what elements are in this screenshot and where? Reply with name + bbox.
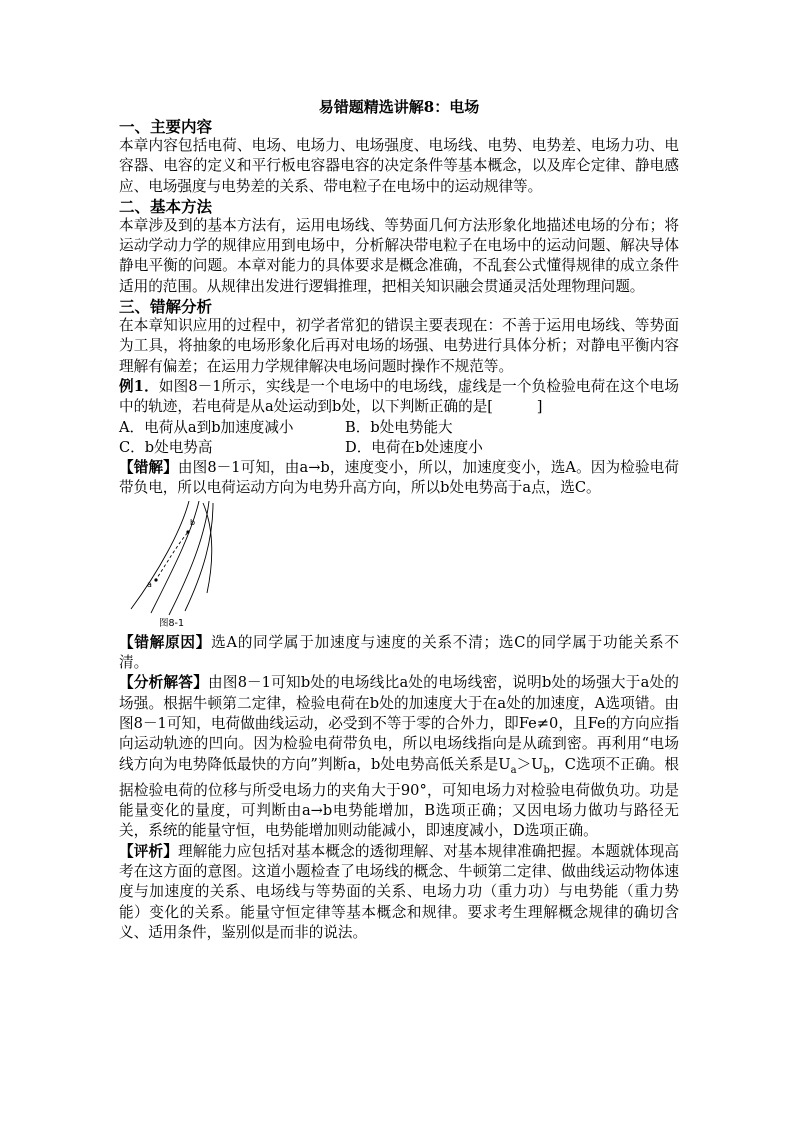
trajectory-dashed — [155, 531, 189, 581]
document-page — [119, 98, 679, 943]
option-c: C．b处电势高 — [119, 438, 213, 456]
example-label: 例1． — [119, 377, 159, 395]
option-d: D．电荷在b处速度小 — [345, 438, 483, 456]
wrong-solution-text: 由图8－1可知，由a→b，速度变小，所以，加速度变小，选A。因为检验电荷带负电，所以电荷运动方向为电势升高方向，所以b处电势高于a点，选C。 — [119, 459, 679, 497]
wrong-solution-label: 【错解】 — [119, 459, 178, 477]
answer-options — [119, 418, 679, 459]
label-b: b — [190, 517, 196, 527]
section-heading-main-content: 一、主要内容 — [119, 117, 213, 136]
analysis-answer — [119, 673, 679, 841]
electric-field-diagram — [119, 501, 319, 617]
field-line-3 — [169, 501, 209, 615]
subscript-b: b — [543, 764, 550, 776]
analysis-text-1: 由图8－1可知b处的电场线比a处的电场线密，说明b处的场强大于a处的场强。根据牛顿第二定律，检验电荷在b处的加速度大于在a处的加速度，A选项错。由图8－1可知，电荷做曲线运动，必受到不等于零的合外力，即Fe≠0，且Fe的方向应指向运动轨迹的凹向。因为检验电荷带负电，所以电场线指向是从疏到密。再利用“电场线方向为电势降低最快的方向”判断a，b处电势高低关系是U — [119, 674, 679, 773]
option-a: A．电荷从a到b加速度减小 — [119, 418, 294, 436]
error-reason — [119, 633, 679, 674]
label-a: a — [147, 579, 152, 589]
paragraph-basic-method: 本章涉及到的基本方法有，运用电场线、等势面几何方法形象化地描述电场的分布；将运动学动力学的规律应用到电场中，分析解决带电粒子在电场中的运动问题、解决导体静电平衡的问题。本章对能力的具体要求是概念准确，不乱套公式懂得规律的成立条件适用的范围。从规律出发进行逻辑推理，把相关知识融会贯通灵活处理物理问题。 — [119, 216, 679, 295]
point-b — [186, 530, 189, 533]
analysis-text-2: ，C选项不正确。根据检验电荷的位移与所受电场力的夹角大于90°，可知电场力对检验电荷做负功。功是能量变化的量度，可判断由a→b电势能增加，B选项正确；又因电场力做功与路径无关，系统的能量守恒，电势能增加则动能减小，即速度减小，D选项正确。 — [119, 755, 679, 840]
point-a — [154, 578, 157, 581]
error-reason-label: 【错解原因】 — [119, 633, 212, 651]
example-question — [119, 377, 679, 418]
section-heading-basic-method: 二、基本方法 — [119, 196, 213, 216]
figure-caption: 图8-1 — [159, 617, 185, 629]
comment-label: 【评析】 — [119, 842, 178, 860]
section-heading-error-analysis: 三、错解分析 — [119, 297, 213, 317]
page-title: 易错题精选讲解8：电场 — [318, 98, 480, 116]
field-line-1 — [131, 501, 189, 609]
subscript-a: a — [510, 764, 517, 776]
analysis-label: 【分析解答】 — [119, 674, 209, 692]
example-stem: 如图8－1所示，实线是一个电场中的电场线，虚线是一个负检验电荷在这个电场中的轨迹，若电荷是从a处运动到b处，以下判断正确的是[ ] — [119, 377, 680, 416]
comment-text: 理解能力应包括对基本概念的透彻理解、对基本规律准确把握。本题就体现高考在这方面的意图。这道小题检查了电场线的概念、牛顿第二定律、做曲线运动物体速度与加速度的关系、电场线与等势面的关系、电场力功（重力功）与电势能（重力势能）变化的关系。能量守恒定律等基本概念和规律。要求考生理解概念规律的确切含义、适用条件，鉴别似是而非的说法。 — [119, 842, 679, 941]
comment — [119, 842, 679, 943]
error-reason-text: 选A的同学属于加速度与速度的关系不清；选C的同学属于功能关系不清。 — [119, 633, 679, 672]
paragraph-error-analysis: 在本章知识应用的过程中，初学者常犯的错误主要表现在：不善于运用电场线、等势面为工具，将抽象的电场形象化后再对电场的场强、电势进行具体分析；对静电平衡内容理解有偏差；在运用力学规律解决电场问题时操作不规范等。 — [119, 317, 679, 375]
wrong-solution — [119, 458, 679, 499]
option-b: B．b处电势能大 — [345, 418, 453, 436]
figure-8-1 — [119, 501, 319, 633]
paragraph-main-content: 本章内容包括电荷、电场、电场力、电场强度、电场线、电势、电势差、电场力功、电容器、电容的定义和平行板电容器电容的决定条件等基本概念，以及库仑定律、静电感应、电场强度与电势差的关系、带电粒子在电场中的运动规律等。 — [119, 137, 679, 195]
analysis-gt: ＞U — [516, 755, 544, 773]
